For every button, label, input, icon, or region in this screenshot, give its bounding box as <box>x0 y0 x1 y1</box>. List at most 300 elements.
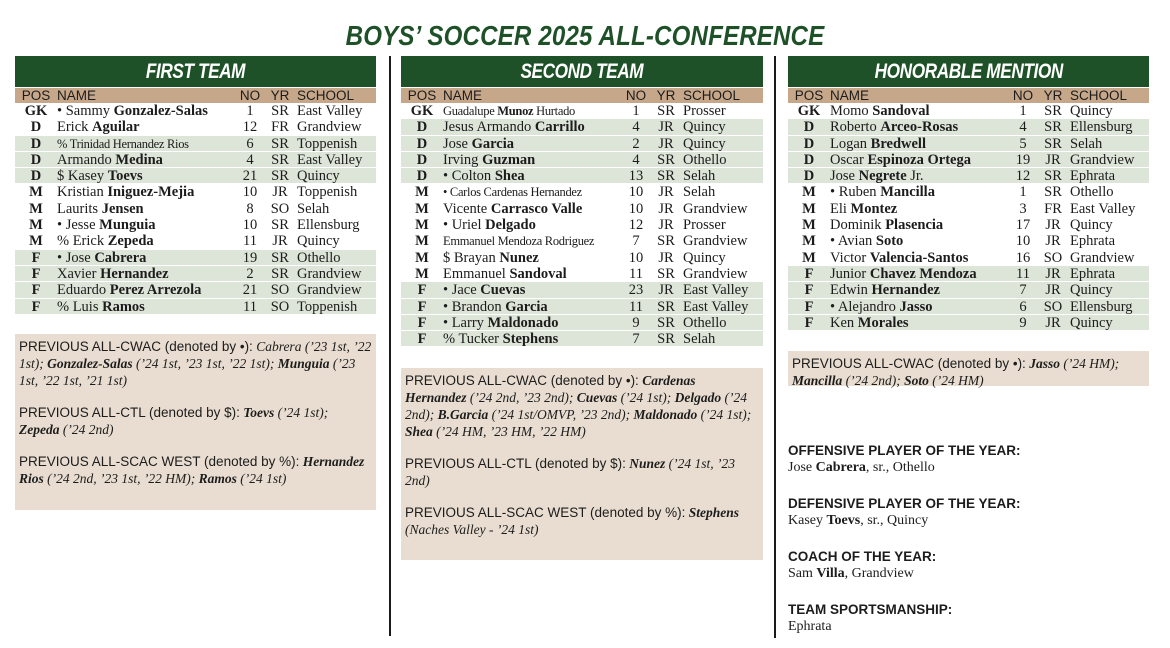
player-row <box>15 282 376 298</box>
player-school: Ellensburg <box>297 217 360 233</box>
player-number: 21 <box>242 282 258 299</box>
player-school: Grandview <box>297 265 362 282</box>
player-number: 6 <box>246 135 254 152</box>
note-detail: (’24 2nd) <box>59 422 114 437</box>
player-position: F <box>804 265 814 282</box>
player-row <box>401 119 763 135</box>
player-year: SR <box>1044 135 1062 152</box>
player-year: SR <box>271 217 289 234</box>
award-winner-text: , Grandview <box>844 566 914 581</box>
note-paragraph <box>405 455 759 489</box>
player-school: Grandview <box>1070 249 1135 265</box>
player-row <box>401 250 763 266</box>
award-winner-last-name: Cabrera <box>815 460 866 475</box>
note-player-name: B.Garcia <box>437 407 489 422</box>
column-header-name: NAME <box>830 88 870 103</box>
column-header-no: NO <box>239 88 261 103</box>
player-position: M <box>29 217 43 234</box>
player-school: Quincy <box>297 168 340 184</box>
note-detail: (’24 HM) <box>928 373 984 388</box>
note-detail: (’24 2nd); <box>842 373 905 388</box>
player-position: GK <box>410 103 434 119</box>
player-last-name: Guzman <box>482 151 536 168</box>
player-position: M <box>29 184 43 201</box>
player-name: % Trinidad Hernandez Rios <box>57 136 189 151</box>
note-player-name: Soto <box>904 373 929 388</box>
award-winner <box>788 512 1158 529</box>
player-position: M <box>415 233 429 250</box>
player-name: Roberto Arceo-Rosas <box>830 119 959 135</box>
player-number: 12 <box>242 119 258 136</box>
player-number: 16 <box>1015 249 1031 266</box>
player-school: Quincy <box>1070 282 1113 298</box>
player-position: M <box>802 217 816 234</box>
player-school: East Valley <box>297 151 363 168</box>
award-winner <box>788 459 1158 476</box>
award-winner-text: , sr., Othello <box>865 460 935 475</box>
note-paragraph <box>405 504 759 538</box>
note-detail: (’23 1st, ’22 1st, ’21 1st) <box>19 356 356 388</box>
player-last-name: Plasencia <box>885 217 944 233</box>
player-year: SR <box>657 331 675 348</box>
player-school: Othello <box>683 314 727 331</box>
award-winner-text: Ephrata <box>788 619 832 634</box>
player-school: Quincy <box>683 249 726 265</box>
player-position: M <box>415 249 429 266</box>
player-school: Grandview <box>1070 151 1135 168</box>
note-player-name: Munguia <box>277 356 330 371</box>
player-name: Emmanuel Mendoza Rodriguez <box>443 234 595 249</box>
note-heading: PREVIOUS ALL-CTL (denoted by $): <box>19 405 240 420</box>
player-last-name: Gonzalez-Salas <box>113 103 208 119</box>
player-position: F <box>804 314 814 331</box>
player-position: F <box>417 331 427 348</box>
player-school: Quincy <box>683 135 726 151</box>
player-position: D <box>803 135 815 152</box>
player-number: 11 <box>629 298 643 315</box>
player-row <box>401 233 763 249</box>
player-number: 1 <box>1019 184 1027 201</box>
player-row <box>788 201 1149 217</box>
player-number: 11 <box>243 233 257 250</box>
column-header-school: SCHOOL <box>683 88 741 103</box>
player-name: Laurits Jensen <box>57 200 144 217</box>
player-position: M <box>802 249 816 266</box>
player-number: 1 <box>1019 103 1027 119</box>
player-school: East Valley <box>683 282 749 298</box>
player-school: Toppenish <box>297 184 358 200</box>
player-last-name: Iniguez-Mejia <box>107 184 195 200</box>
note-heading: PREVIOUS ALL-CTL (denoted by $): <box>405 456 626 471</box>
note-detail: (’23 1st, ’22 1st); <box>19 339 372 371</box>
player-row <box>15 152 376 168</box>
note-player-name: Mancilla <box>792 373 843 388</box>
player-school: Othello <box>683 151 727 168</box>
player-last-name: Morales <box>857 314 909 331</box>
player-year: SR <box>271 168 289 185</box>
team-heading <box>788 56 1149 87</box>
player-last-name: Jensen <box>101 200 144 217</box>
player-number: 6 <box>1019 298 1027 315</box>
player-year: SR <box>657 151 675 168</box>
player-last-name: Soto <box>875 233 904 249</box>
player-row <box>15 103 376 119</box>
column-header-no: NO <box>625 88 647 103</box>
player-row <box>788 152 1149 168</box>
note-heading: PREVIOUS ALL-CWAC (denoted by •): <box>405 373 639 388</box>
note-player-name: Zepeda <box>19 422 60 437</box>
player-year: JR <box>658 217 674 234</box>
player-number: 19 <box>242 249 258 266</box>
player-year: SR <box>657 265 675 282</box>
player-school: Toppenish <box>297 135 358 151</box>
player-position: F <box>31 249 41 266</box>
player-school: Grandview <box>683 265 748 282</box>
column-header-name: NAME <box>443 88 483 103</box>
player-year: SO <box>270 298 290 315</box>
note-heading: PREVIOUS ALL-SCAC WEST (denoted by %): <box>405 505 686 520</box>
player-school: Prosser <box>683 217 726 233</box>
player-position: F <box>417 282 427 299</box>
note-paragraph <box>792 355 1145 389</box>
player-name: • Alejandro Jasso <box>830 298 933 314</box>
player-row <box>788 250 1149 266</box>
player-last-name: Ramos <box>102 298 145 314</box>
player-row <box>788 184 1149 200</box>
award-winner-last-name: Toevs <box>826 513 861 528</box>
player-school: Selah <box>1070 135 1103 151</box>
player-year: SR <box>271 103 289 119</box>
player-number: 2 <box>632 135 640 152</box>
player-position: F <box>417 314 427 331</box>
player-name: % Luis Ramos <box>57 298 145 314</box>
player-name: Oscar Espinoza Ortega <box>830 151 971 168</box>
award-title: COACH OF THE YEAR: <box>788 549 937 564</box>
player-name: • Brandon Garcia <box>443 298 548 314</box>
player-row <box>15 136 376 152</box>
player-last-name: Hernandez <box>871 282 940 298</box>
player-name: Logan Bredwell <box>830 135 926 151</box>
player-row <box>15 168 376 184</box>
player-row <box>15 250 376 266</box>
player-row <box>15 266 376 282</box>
award-item <box>788 601 1158 635</box>
player-school: Othello <box>297 249 341 265</box>
player-year: SR <box>657 233 675 250</box>
player-school: Quincy <box>1070 103 1113 119</box>
player-number: 10 <box>628 249 644 266</box>
player-position: M <box>802 184 816 201</box>
player-row <box>401 331 763 347</box>
note-detail: (’24 1st) <box>236 471 287 486</box>
player-year: SO <box>270 282 290 299</box>
note-player-name: Nunez <box>629 456 666 471</box>
second-team-notes <box>401 368 763 560</box>
player-last-name: Cabrera <box>94 249 147 265</box>
player-number: 8 <box>246 200 254 217</box>
first-team-notes <box>15 334 376 510</box>
player-number: 2 <box>246 265 254 282</box>
player-row <box>788 119 1149 135</box>
award-winner-text: Jose <box>788 460 816 475</box>
player-number: 7 <box>632 233 640 250</box>
player-last-name: Carrasco Valle <box>490 200 583 217</box>
note-player-name: Ramos <box>198 471 237 486</box>
player-number: 13 <box>628 168 644 185</box>
player-year: SR <box>1044 184 1062 201</box>
award-winner-text: Kasey <box>788 513 827 528</box>
player-school: Grandview <box>297 282 362 298</box>
player-last-name: Zepeda <box>107 233 154 249</box>
player-school: Quincy <box>1070 314 1113 331</box>
player-school: Ellensburg <box>1070 298 1133 314</box>
player-number: 23 <box>628 282 644 299</box>
player-row <box>15 299 376 315</box>
player-year: SR <box>271 151 289 168</box>
player-year: JR <box>658 119 674 136</box>
player-row <box>788 266 1149 282</box>
player-number: 4 <box>632 151 640 168</box>
player-name: $ Brayan Nunez <box>443 249 539 265</box>
player-position: D <box>30 135 42 152</box>
player-position: D <box>416 119 428 136</box>
player-last-name: Montez <box>850 200 898 217</box>
player-year: JR <box>1045 314 1061 331</box>
player-year: SO <box>1043 298 1063 315</box>
player-row <box>401 315 763 331</box>
player-position: M <box>802 233 816 250</box>
column-header-row <box>15 88 376 103</box>
player-number: 4 <box>246 151 254 168</box>
award-title: OFFENSIVE PLAYER OF THE YEAR: <box>788 443 1021 458</box>
player-name: • Jose Cabrera <box>57 249 147 265</box>
player-last-name: Jasso <box>899 298 933 314</box>
player-number: 1 <box>632 103 640 119</box>
team-heading-text: SECOND TEAM <box>520 60 644 83</box>
player-school: Othello <box>1070 184 1114 200</box>
award-winner-last-name: Villa <box>816 566 845 581</box>
player-name: Xavier Hernandez <box>57 265 169 282</box>
second-team-column <box>401 56 763 347</box>
note-detail: (’24 1st, ’23 2nd) <box>405 456 735 488</box>
player-name: Edwin Hernandez <box>830 282 940 298</box>
player-number: 11 <box>629 265 643 282</box>
note-player-name: Gonzalez-Salas <box>47 356 133 371</box>
column-header-pos: POS <box>407 88 437 103</box>
award-winner <box>788 618 1158 635</box>
note-heading: PREVIOUS ALL-CWAC (denoted by •): <box>19 339 253 354</box>
player-school: Grandview <box>683 233 748 249</box>
column-header-row <box>401 88 763 103</box>
player-row <box>401 217 763 233</box>
player-school: Ellensburg <box>1070 119 1133 135</box>
player-year: JR <box>658 184 674 201</box>
player-name: Kristian Iniguez-Mejia <box>57 184 195 200</box>
player-school: Selah <box>683 184 716 200</box>
note-detail: (’24 HM, ’23 HM, ’22 HM) <box>432 424 586 439</box>
honorable-mention-notes <box>788 351 1149 386</box>
note-heading: PREVIOUS ALL-SCAC WEST (denoted by %): <box>19 454 300 469</box>
player-position: M <box>415 217 429 234</box>
note-detail: (’24 2nd); <box>405 390 747 422</box>
player-number: 3 <box>1019 200 1027 217</box>
player-last-name: Chavez Mendoza <box>869 265 977 282</box>
player-number: 10 <box>242 217 258 234</box>
player-year: SR <box>271 249 289 266</box>
player-row <box>788 233 1149 249</box>
player-last-name: Medina <box>115 151 163 168</box>
player-name: $ Kasey Toevs <box>57 168 143 184</box>
player-position: F <box>31 282 41 299</box>
player-school: East Valley <box>297 103 363 119</box>
player-position: M <box>29 233 43 250</box>
player-row <box>401 168 763 184</box>
column-header-pos: POS <box>21 88 51 103</box>
player-school: Selah <box>683 168 716 184</box>
column-divider-1 <box>389 56 391 636</box>
player-name: Eli Montez <box>830 200 898 217</box>
player-row <box>788 103 1149 119</box>
player-last-name: Munguia <box>99 217 156 233</box>
award-item <box>788 495 1158 529</box>
player-position: D <box>803 151 815 168</box>
player-last-name: Negrete <box>858 168 907 184</box>
player-row <box>401 152 763 168</box>
player-year: SR <box>657 314 675 331</box>
player-year: SR <box>1044 119 1062 136</box>
note-detail: (’24 1st); <box>617 390 675 405</box>
player-last-name: Toevs <box>107 168 143 184</box>
player-school: Grandview <box>297 119 362 135</box>
note-detail: (’24 2nd, ’23 1st, ’22 HM); <box>43 471 199 486</box>
player-number: 17 <box>1015 217 1031 234</box>
player-row <box>15 217 376 233</box>
award-winner <box>788 565 1158 582</box>
player-row <box>401 266 763 282</box>
player-row <box>401 201 763 217</box>
note-detail: (’24 1st); <box>697 407 752 422</box>
player-row <box>15 119 376 135</box>
column-header-school: SCHOOL <box>297 88 355 103</box>
note-player-name: Toevs <box>243 405 275 420</box>
player-year: JR <box>272 233 288 250</box>
player-year: FR <box>1044 200 1062 217</box>
player-school: Ephrata <box>1070 265 1116 282</box>
note-player-name: Delgado <box>674 390 722 405</box>
player-name: • Carlos Cardenas Hernandez <box>443 185 582 200</box>
award-title: DEFENSIVE PLAYER OF THE YEAR: <box>788 496 1021 511</box>
player-position: F <box>804 282 814 299</box>
player-number: 11 <box>1016 265 1030 282</box>
player-school: Grandview <box>683 200 748 217</box>
player-name: • Jace Cuevas <box>443 282 526 298</box>
player-year: SO <box>270 200 290 217</box>
note-player-name: Shea <box>405 424 433 439</box>
player-year: SR <box>657 298 675 315</box>
player-year: SO <box>1043 249 1063 266</box>
column-header-school: SCHOOL <box>1070 88 1128 103</box>
player-row <box>401 136 763 152</box>
team-heading-text: FIRST TEAM <box>145 60 246 83</box>
player-row <box>401 103 763 119</box>
note-paragraph <box>19 404 372 438</box>
player-number: 11 <box>243 298 257 315</box>
player-position: F <box>804 298 814 315</box>
player-school: East Valley <box>683 298 749 314</box>
team-heading <box>15 56 376 87</box>
column-header-row <box>788 88 1149 103</box>
column-header-name: NAME <box>57 88 97 103</box>
note-player-name: Cardenas Hernandez <box>405 373 696 405</box>
note-paragraph <box>405 372 759 440</box>
player-number: 7 <box>1019 282 1027 299</box>
player-row <box>401 282 763 298</box>
player-year: SR <box>1044 103 1062 119</box>
player-school: Selah <box>683 331 716 347</box>
player-number: 12 <box>628 217 644 234</box>
note-detail: (’24 1st, ’23 1st, ’22 1st); <box>132 356 278 371</box>
note-player-name: Hernandez Rios <box>19 454 365 486</box>
award-winner-text: , sr., Quincy <box>860 513 929 528</box>
honorable-mention-column <box>788 56 1149 331</box>
player-name: % Erick Zepeda <box>57 233 154 249</box>
player-name: Irving Guzman <box>443 151 536 168</box>
player-year: JR <box>1045 217 1061 234</box>
player-row <box>788 217 1149 233</box>
player-row <box>15 201 376 217</box>
player-year: SR <box>271 265 289 282</box>
player-name: • Sammy Gonzalez-Salas <box>57 103 208 119</box>
player-name: % Tucker Stephens <box>443 331 559 347</box>
player-position: F <box>31 298 41 315</box>
player-year: SR <box>657 168 675 185</box>
first-team-column <box>15 56 376 315</box>
note-player-name: Cuevas <box>576 390 618 405</box>
player-name: Eduardo Perez Arrezola <box>57 282 202 298</box>
player-number: 9 <box>1019 314 1027 331</box>
player-position: F <box>417 298 427 315</box>
player-year: JR <box>1045 233 1061 250</box>
column-header-pos: POS <box>794 88 824 103</box>
player-position: D <box>30 119 42 136</box>
player-school: Quincy <box>1070 217 1113 233</box>
player-name: Dominik Plasencia <box>830 217 944 233</box>
award-item <box>788 548 1158 582</box>
player-school: Quincy <box>683 119 726 135</box>
player-last-name: Sandoval <box>872 103 930 119</box>
player-last-name: Garcia <box>471 135 515 151</box>
player-name: • Ruben Mancilla <box>830 184 935 200</box>
player-position: M <box>29 200 43 217</box>
note-detail: (’24 1st); <box>274 405 329 420</box>
player-number: 21 <box>242 168 258 185</box>
player-year: JR <box>658 135 674 152</box>
note-detail: Cabrera <box>256 339 302 354</box>
player-number: 7 <box>632 331 640 348</box>
player-name: Ken Morales <box>830 314 909 331</box>
player-position: D <box>803 168 815 185</box>
player-name: Jose Garcia <box>443 135 515 151</box>
player-row <box>401 299 763 315</box>
player-last-name: Valencia-Santos <box>869 249 969 265</box>
player-name: • Jesse Munguia <box>57 217 156 233</box>
player-position: M <box>415 265 429 282</box>
player-number: 10 <box>242 184 258 201</box>
player-last-name: Bredwell <box>870 135 926 151</box>
team-heading <box>401 56 763 87</box>
column-divider-2 <box>774 56 776 638</box>
player-number: 4 <box>632 119 640 136</box>
